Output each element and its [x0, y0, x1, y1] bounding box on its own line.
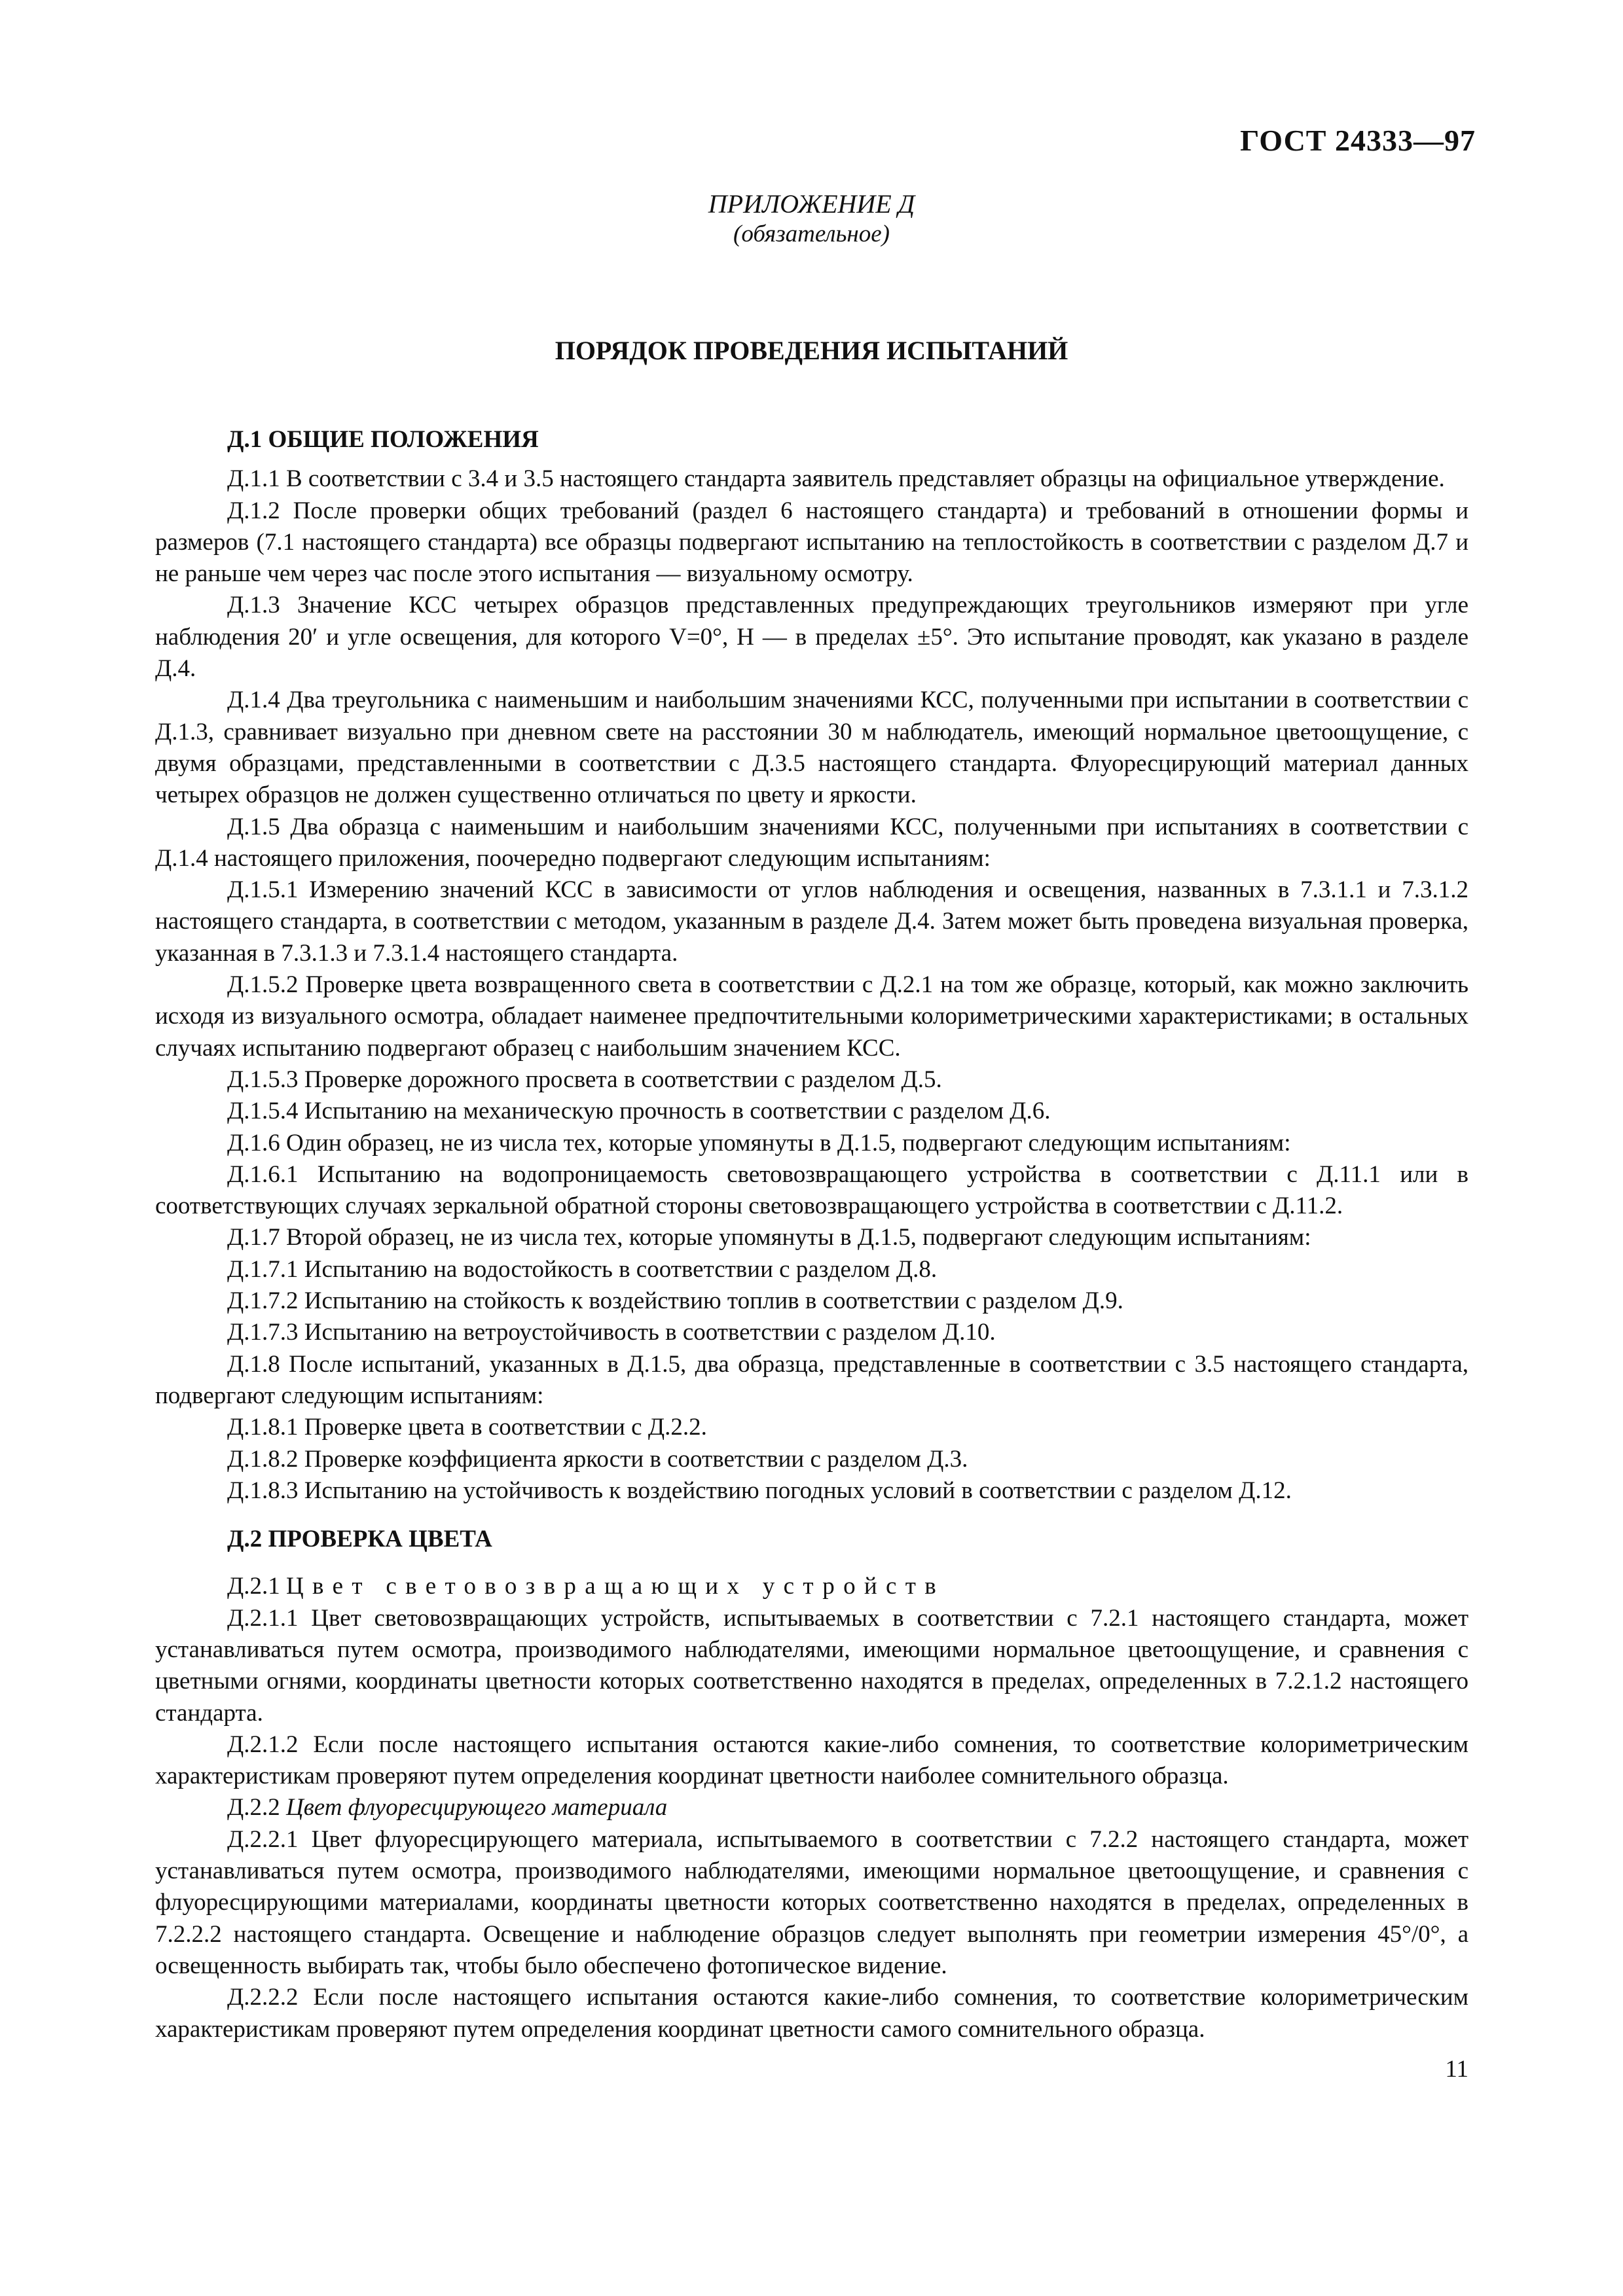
paragraph-d-1-4: Д.1.4 Два треугольника с наименьшим и наибольшим значениями КСС, полученными при испытании в соответствии с Д.1.3, сравнивает визуально при дневном свете на расстоянии 30 м наблюдатель, имеющий нормальное цветоощущение, с двумя образцами, представленными в соответствии с Д.3.5 настоящего стандарта. Флуоресцирующий материал данных четырех образцов не должен существенно отличаться по цвету и яркости. [155, 687, 1468, 809]
paragraph-d-1-7-3: Д.1.7.3 Испытанию на ветроустойчивость в соответствии с разделом Д.10. [227, 1319, 996, 1346]
page-title: ПОРЯДОК ПРОВЕДЕНИЯ ИСПЫТАНИЙ [555, 336, 1068, 365]
subsection-number: Д.2.2 [227, 1794, 280, 1821]
paragraph-d-1-3: Д.1.3 Значение КСС четырех образцов представленных предупреждающих треугольников измеряют при угле наблюдения 20′ и угле освещения, для которого V=0°, H — в пределах ±5°. Это испытание проводят, как указано в разделе Д.4. [155, 592, 1468, 683]
paragraph-d-1-6-1: Д.1.6.1 Испытанию на водопроницаемость световозвращающего устройства в соответствии с Д.11.1 или в соответствующих случаях зеркальной обратной стороны световозвращающего устройства в соответствии с Д.11.2. [155, 1160, 1468, 1220]
section-heading-d2: Д.2 ПРОВЕРКА ЦВЕТА [227, 1526, 492, 1553]
paragraph-d-1-2: Д.1.2 После проверки общих требований (раздел 6 настоящего стандарта) и требований в отношении формы и размеров (7.1 настоящего стандарта) все образцы подвергают испытанию на теплостойкость в соответствии с разделом Д.7 и не раньше чем через час после этого испытания — визуальному осмотру. [155, 497, 1468, 588]
paragraph-d-1-6: Д.1.6 Один образец, не из числа тех, которые упомянуты в Д.1.5, подвергают следующим испытаниям: [227, 1129, 1291, 1157]
paragraph-d-1-8-1: Д.1.8.1 Проверке цвета в соответствии с Д.2.2. [227, 1414, 707, 1441]
paragraph-d-1-5-1: Д.1.5.1 Измерению значений КСС в зависимости от углов наблюдения и освещения, названных в 7.3.1.1 и 7.3.1.2 настоящего стандарта, в соответствии с методом, указанным в разделе Д.4. Затем может быть проведена визуальная проверка, указанная в 7.3.1.3 и 7.3.1.4 настоящего стандарта. [155, 876, 1468, 967]
annex-title: ПРИЛОЖЕНИЕ Д [708, 189, 915, 219]
paragraph-d-1-5-2: Д.1.5.2 Проверке цвета возвращенного света в соответствии с Д.2.1 на том же образце, который, как можно заключить исходя из визуального осмотра, обладает наименее предпочтительными колориметрическими характеристиками; в остальных случаях испытанию подвергают образец с наибольшим значением КСС. [155, 971, 1468, 1062]
document-body [155, 424, 1468, 2045]
paragraph-d-1-5-3: Д.1.5.3 Проверке дорожного просвета в соответствии с разделом Д.5. [227, 1066, 942, 1093]
paragraph-d-1-8-3: Д.1.8.3 Испытанию на устойчивость к воздействию погодных условий в соответствии с разделом Д.12. [227, 1477, 1292, 1504]
paragraph-d-1-5: Д.1.5 Два образца с наименьшим и наибольшим значениями КСС, полученными при испытаниях в соответствии с Д.1.4 настоящего приложения, поочередно подвергают следующим испытаниям: [155, 813, 1468, 872]
section-heading-d1: Д.1 ОБЩИЕ ПОЛОЖЕНИЯ [227, 426, 539, 453]
annex-status: (обязательное) [733, 221, 890, 247]
subsection-number: Д.2.1 [227, 1573, 280, 1600]
paragraph-d-1-7-1: Д.1.7.1 Испытанию на водостойкость в соответствии с разделом Д.8. [227, 1255, 938, 1283]
paragraph-d-2-1-1: Д.2.1.1 Цвет световозвращающих устройств, испытываемых в соответствии с 7.2.1 настоящего стандарта, может устанавливаться путем осмотра, производимого наблюдателями, имеющими нормальное цветоощущение, и сравнения с цветными огнями, координаты цветности которых соответственно находятся в пределах, определенных в 7.2.1.2 настоящего стандарта. [155, 1604, 1468, 1727]
paragraph-d-2-2-2: Д.2.2.2 Если после настоящего испытания остаются какие-либо сомнения, то соответствие колориметрическим характеристикам проверяют путем определения координат цветности самого сомнительного образца. [155, 1984, 1468, 2043]
document-code: ГОСТ 24333—97 [1240, 124, 1476, 157]
paragraph-d-1-7: Д.1.7 Второй образец, не из числа тех, которые упомянуты в Д.1.5, подвергают следующим испытаниям: [227, 1224, 1311, 1251]
paragraph-d-1-8: Д.1.8 После испытаний, указанных в Д.1.5, два образца, представленные в соответствии с 3.5 настоящего стандарта, подвергают следующим испытаниям: [155, 1350, 1468, 1409]
paragraph-d-2-1-2: Д.2.1.2 Если после настоящего испытания остаются какие-либо сомнения, то соответствие колориметрическим характеристикам проверяют путем определения координат цветности наиболее сомнительного образца. [155, 1731, 1468, 1790]
paragraph-d-1-5-4: Д.1.5.4 Испытанию на механическую прочность в соответствии с разделом Д.6. [227, 1098, 1051, 1125]
paragraph-d-1-1: Д.1.1 В соответствии с 3.4 и 3.5 настоящего стандарта заявитель представляет образцы на официальное утверждение. [227, 465, 1445, 493]
subsection-d-2-2 [155, 1792, 1468, 1823]
paragraph-d-1-7-2: Д.1.7.2 Испытанию на стойкость к воздействию топлив в соответствии с разделом Д.9. [227, 1287, 1123, 1315]
paragraph-d-1-8-2: Д.1.8.2 Проверке коэффициента яркости в соответствии с разделом Д.3. [227, 1445, 968, 1473]
subsection-d-2-1 [155, 1571, 1468, 1602]
page-number: 11 [1445, 2056, 1468, 2083]
paragraph-d-2-2-1: Д.2.2.1 Цвет флуоресцирующего материала, испытываемого в соответствии с 7.2.2 настоящего стандарта, может устанавливаться путем осмотра, производимого наблюдателями, имеющими нормальное цветоощущение, и сравнения с флуоресцирующими материалами, координаты цветности которых соответственно находятся в пределах, определенных в 7.2.2.2 настоящего стандарта. Освещение и наблюдение образцов следует выполнять при геометрии измерения 45°/0°, а освещенность выбирать так, чтобы было обеспечено фотопическое видение. [155, 1825, 1468, 1979]
subsection-title: Цвет световозвращающих устройств [286, 1573, 945, 1600]
subsection-title: Цвет флуоресцирующего материала [286, 1794, 668, 1821]
